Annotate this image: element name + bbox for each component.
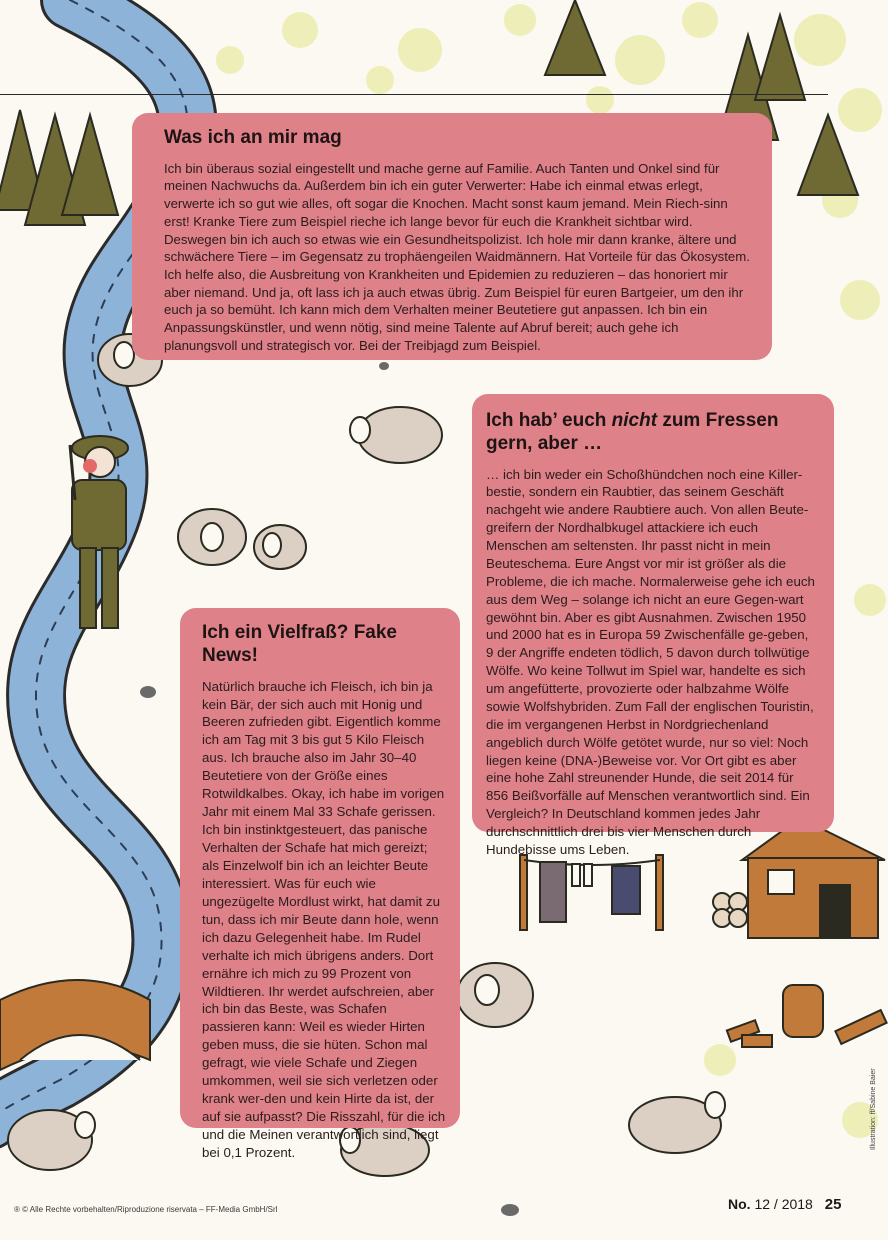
illustration-credit: Illustration: ff/Sabine Baier <box>870 1068 877 1150</box>
sheep-icon <box>8 1110 95 1170</box>
sheep-icon <box>350 407 442 463</box>
issue-label: No. <box>728 1196 751 1212</box>
section-nicht-zum-fressen-gern <box>472 394 834 857</box>
sheep-icon <box>178 509 246 565</box>
sheep-icon <box>629 1092 725 1153</box>
heading-emphasis: nicht <box>611 410 658 431</box>
tree-icon <box>545 0 605 75</box>
copyright-notice: ® © Alle Rechte vorbehalten/Riproduzione riservata – FF-Media GmbH/Srl <box>14 1205 278 1214</box>
section-body: Natürlich brauche ich Fleisch, ich bin ja kein Bär, der sich auch mit Honig und Beeren zufrieden gibt. Eigentlich komme ich am Tag mit 3 bis gut 5 Kilo Fleisch aus. Ich brauche also im Jahr 30–40 Beutetiere von der Größe eines Rotwildkalbes. Okay, ich habe im vorigen Jahr mit einem Mal 33 Schafe gerissen. Ich bin instinktgesteuert, das panische Verhalten der Schafe hat mich gereizt; als Einzelwolf bin ich an leichter Beute interessiert. Was für euch wie ungezügelte Mordlust wirkt, hat damit zu tun, dass ich mir Beute dann hole, wenn ich dazu Gelegenheit habe. Im Rudel verhalte ich mich übrigens anders. Dort ernähre ich mich zu 99 Prozent von Wildtieren. Ihr werdet aufschreien, aber ich bin das Beste, was Schafen passieren kann: Weil es wieder Hirten geben muss, die sie hüten. Schon mal gefragt, wie viele Schafe und Ziegen umkommen, weil sie sich verletzen oder krank wer-den und kein Hirte da ist, der auf sie aufpasst? Die Risszahl, für die ich und die Meinen verantwortlich sind, liegt bei 0,1 Prozent. <box>202 678 446 1160</box>
sheep-icon <box>254 525 306 569</box>
section-was-ich-an-mir-mag <box>132 113 772 360</box>
heading-part: zum Fressen gern, aber … <box>486 410 779 454</box>
page-number: 25 <box>824 1196 842 1213</box>
section-body: … ich bin weder ein Schoßhündchen noch eine Killer-bestie, sondern ein Raubtier, das seinem Geschäft nachgeht wie andere Raubtiere auch. Von allen Beute-greifern der Nordhalbkugel attackiere ich euch Menschen am seltensten. Ihr passt nicht in mein Beuteschema. Eure Angst vor mir ist größer als die Probleme, die ich mache. Normalerweise gehe ich euch aus dem Weg – solange ich nicht an eure Gegen-wart gewöhnt bin. Aber es gibt Ausnahmen. Zwischen 1950 und 2000 hat es in Europa 59 Zwischenfälle ge-geben, 9 der Angriffe endeten tödlich, 5 davon durch tollwütige Wölfe. Wo keine Tollwut im Spiel war, handelte es sich um angefütterte, provozierte oder halbzahme Wölfe sowie Wolfshybriden. Zum Fall der englischen Touristin, die im vergangenen Herbst in Nordgriechenland angeblich durch Wölfe getötet wurde, nur so viel: Noch liegen keine (DNA-)Beweise vor. Vor Ort gibt es aber eine hohe Zahl streunender Hunde, die seit 2014 für 856 Beißvorfälle auf Menschen verantwortlich sind. Ein Vergleich? In Deutschland kommen jedes Jahr durchschnittlich drei bis vier Menschen durch Hundebisse ums Leben. <box>486 466 815 857</box>
section-heading: Was ich an mir mag <box>164 127 342 148</box>
section-vielfrass <box>180 608 460 1160</box>
section-heading: Ich ein Vielfraß? Fake News! <box>202 622 398 666</box>
issue-number: 12 / 2018 <box>754 1196 813 1212</box>
bridge <box>0 980 150 1070</box>
section-heading <box>486 410 816 456</box>
heading-part: Ich hab’ euch <box>486 410 612 431</box>
stump-and-logs <box>727 985 887 1047</box>
tree-icon <box>62 115 118 215</box>
section-body: Ich bin überaus sozial eingestellt und mache gerne auf Familie. Auch Tanten und Onkel sind für meinen Nachwuchs da. Außerdem bin ich ein guter Verwerter: Habe ich einmal etwas erlegt, verwerte ich so gut wie alles, oft sogar die Knochen. Macht sonst kaum jemand. Mein Riech-sinn erst! Kranke Tiere zum Beispiel rieche ich lange bevor für euch die Krankheit sichtbar wird. Deswegen bin ich auch so etwas wie ein Gesundheitspolizist. Ich hole mir dann kranke, ältere und schwächere Tiere – im Gegensatz zu trophäengeilen Waidmännern. Hat Vorteile für das Ökosystem. Ich helfe also, die Ausbreitung von Krankheiten und Epidemien zu reduzieren – das honoriert mir aber niemand. Und ja, oft lass ich ja auch etwas übrig. Zum Beispiel für euren Bartgeier, um den ihr euch ja so bemüht. Ich kann mich dem Verhalten meiner Beutetiere gut anpassen. Ich bin ein Anpassungskünstler, und wenn nötig, sind meine Talente auf Abruf bereit; auch gehe ich planungsvoll und strategisch vor. Bei der Treibjagd zum Beispiel. <box>164 160 750 353</box>
sheep-icon <box>457 963 533 1027</box>
clothesline <box>520 855 663 930</box>
header-rule <box>0 94 828 95</box>
issue-and-page <box>728 1196 841 1213</box>
